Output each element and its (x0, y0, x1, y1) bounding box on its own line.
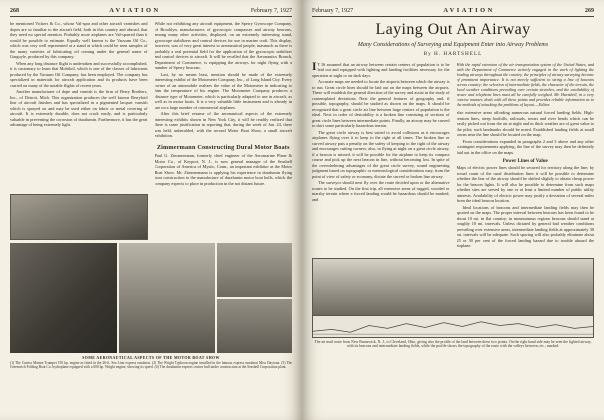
body-paragraph: Accurate maps are needed to locate the airports between which the airway is to run. Great circle lines should be laid out on the maps between the airports. These will establish the general direction of the survey and assist in the study of contemplated deviations. Next the general features of geography and, if possible, topography, should be studied as shown on the maps. It should be recognized that a great circle air line between large centers of population is the ideal. Next in order of desirability is a broken line consisting of sections of great circle lines between intermediate points. Finally, an airway may be curved to skirt some particularly hazardous terrain. (312, 79, 450, 128)
page-header-right (312, 7, 594, 17)
article-title: Laying Out An Airway (375, 21, 531, 38)
body-paragraph: be mentioned Vickers & Co., whose Val-spar and other aircraft varnishes and dopes are so familiar to the aircraft field, both in this country and abroad, that they need no special mention. Probably more airplanes are Val-sparred than it would be possible to estimate. Equally well known is the Vacuum Oil Co., which was very well represented at a stand at which could be seen samples of the many varieties of lubricating oil coming under the general name of Gargoyle, produced by this company. (10, 21, 148, 59)
photo-caption-body: (1) The Curtiss Marine Trumpet 150 hp. engine as fitted in the 26-ft. Sea Lion express runabout. (2) The Wright Typhoon engine installed in the famous express runabout Miss Daytona. (3) The Greenwich Folding Boat Co. hydroplane equipped with a 600 hp. Wright engine, showing its speed. (4) The duralumin express cruiser hull under construction at the Seashell Corporation plant. (10, 360, 292, 370)
left-column-2 (155, 21, 293, 240)
drop-cap: I (312, 61, 317, 73)
airway-route-photo (312, 258, 594, 316)
column-text (10, 21, 148, 192)
body-paragraph: From considerations expanded in paragraphs 2 and 3 above and any other contingent requirements applying, the line of the survey may then be definitely laid out in the office on the maps. (456, 138, 594, 155)
photo-stack (217, 243, 292, 353)
page-header-left (10, 7, 292, 17)
body-paragraph: Ideal locations of beacons and intermediate landing fields may then be spotted on the maps. The proper interval between beacons has been found to be about 10 mi. in flat country; in mountainous regions beacons should stand at roughly 10 mi. intervals. Unless dictated by general bad weather conditions prevailing over extensive areas, intermediate landing fields at approximately 30 mi. intervals will be adequate. Such spacing will also probably eliminate about 25 or 30 per cent of the forced landing hazard due to trouble aboard the airplane. (456, 204, 594, 249)
editor-note: With the rapid extension of the air transportation system of the United States, and with the Department of Commerce actively engaged in the work of lighting the leading airways throughout the country, the principles of airway surveying become of prominent importance. It is not merely sufficient to string a line of beacons across country; the selection of intermediate fields, the character of the terrain, the local weather conditions prevailing over certain stretches, and the availability of power and telephone lines must all be carefully weighed. Mr. Hartshell, in a very concise manner, deals with all these points and provides reliable information as to the methods of attacking the problems of layout.—Editor. (456, 61, 594, 108)
page-right (302, 0, 604, 420)
body-paragraph: Another manufacturer of dope and varnish is the firm of Berry Brothers, Inc., of Detroit, Mich. This organization produces the well known Berryloid line of aircraft finishes and has specialized in a pigmented lacquer varnish which is sprayed on and may be used either on fabric or metal covering of aircraft. It is extremely durable, does not crack easily, and is particularly valuable in preventing the corrosion of duralumin. Furthermore, it has the great advantage of being extremely light. (10, 89, 148, 127)
right-column-1 (312, 62, 450, 255)
body-paragraph: While not exhibiting any aircraft equipment, the Sperry Gyroscope Company, of Brooklyn, manufacturers of gyroscopic compasses and airway beacons, among many other activities, displayed, on an extremely interesting stand, gyroscope stabilizers and control devices for use in marine craft. This display, however, was of very great interest to aeronautical people, inasmuch as there is probably a real potential field for the application of the gyroscopic stabilizer and control devices to aircraft. It will be recalled that the Aeronautics Branch, Department of Commerce, is equipping the airways for night flying with a number of Sperry beacons. (154, 21, 292, 70)
motorboat-photo-2 (119, 243, 215, 353)
motorboat-photo-3 (217, 243, 292, 297)
journal-title: AVIATION (443, 7, 495, 14)
issue-date: February 7, 1927 (250, 8, 292, 14)
body-paragraph: Maps of electric power lines should be secured for territory along the line; by actual count of the rural distribution lines it will be possible to determine whether the line of the airway should be shifted slightly to obtain cheap power for the beacon lights. It will also be possible to determine from such maps whether sites are served by one or at least a limited number of public utility interests. Availability of electric power may justify a deviation of several miles from the ideal beacon location. (456, 165, 594, 204)
body-paragraph: After this brief resume of the aeronautical aspects of the extremely interesting exhibits shown in New York City, it will be readily realized that there is some justification in reporting that, during the week of Jan. 24, there was held, unheralded, with the second Motor Boat Show, a small aircraft exhibition. (154, 111, 292, 138)
page-number: 269 (584, 8, 594, 14)
issue-date: February 7, 1927 (312, 8, 354, 14)
airway-photo-caption: The air mail route from New Brunswick, N. J., to Cleveland, Ohio, giving also the profile of the land between these two points. On the right hand side may be seen the lighted airway, with its beacons and intermediate landing fields, while the profile shows the topography of the route with the valleys between, etc., marked. (314, 339, 592, 349)
body-paragraph: The great circle airway is best suited to avoid collisions as it encourages airplanes flying over it to keep to the right at all times. The broken line or curved airway puts a penalty on the safety of keeping to the right of the airway and encourages cutting corners; also, in flying at night on a great circle airway, if a beacon is missed, it will be possible for the airplane to keep its compass course and pick up the next beacon in line, without becoming lost. In spite of the overwhelming advantages of the great circle survey, sound engineering judgment based on topographic or meteorological considerations may, from the point of view of safety or economy, dictate the curved or broken line airway. (312, 129, 450, 179)
body-paragraph: also extensive areas affording numerous natural forced landing fields. High-tension lines, steep foothills, railroads, towns and river bends which can be easily picked out from the air at night and in thick weather are of great value to the pilot; such landmarks should be noted. Established landing fields at small towns near the line should be located on the map. (456, 110, 594, 138)
body-paragraph: Last, by no means least, mention should be made of the extremely interesting exhibit of the Motometer Company, Inc., of Long Island City. Every owner of an automobile realizes the value of the Motometer in indicating to him the temperature of his engine. The Motometer Company produces a distance type of Motometer, which is particularly adapted to use in aircraft, as well as in motor boats. It is a very valuable little instrument and is already in use on a large number of commercial airplanes. (154, 71, 292, 110)
motorboat-inline-photo (10, 194, 148, 240)
text-columns-right (312, 62, 594, 255)
left-column-1 (10, 21, 148, 240)
page-number: 268 (10, 8, 19, 14)
section-title: Zimmermann Constructing Dural Motor Boats (156, 143, 290, 151)
right-column-2 (457, 62, 595, 255)
article-byline: By H. HARTSHELL (423, 50, 483, 57)
photo-caption-title: SOME AERONAUTICAL ASPECTS OF THE MOTOR BOAT SHOW (82, 355, 220, 360)
lead-text: T IS assumed that an airway between certain centers of population is to be laid out and equipped with lighting and landing facilities necessary for the operation at night or on dark days. (312, 61, 450, 78)
text-columns-left (10, 21, 292, 240)
article-subtitle: Many Considerations of Surveying and Equipment Enter into Airway Problems (357, 42, 549, 48)
motorboat-photo-4 (217, 299, 292, 353)
journal-title: AVIATION (109, 7, 161, 14)
body-paragraph: When any long distance flight is undertaken and successfully accomplished, it is customary to learn that Mobiloil, which is one of the classes of lubricants produced by the Vacuum Oil Company, has been employed. The company has specialized in materials for aircraft application and its products have been carried on many of the notable flights of recent years. (10, 60, 148, 88)
body-paragraph: The surveyor should next fly over the route decided upon or the alternative routes to be studied. On the first trip, all extensive areas of rugged, wooded or marshy terrain where a forced landing would be hazardous should be marked, and (312, 180, 450, 202)
body-paragraph: Paul G. Zimmermann, formerly chief engineer of the Aeromarine Plane & Motor Co., of Keyport, N. J., is now general manager of the Seashell Corporation of America of Mystic, Conn., an important exhibitor at the Motor Boat Show. Mr. Zimmermann is applying his experience in duralumin flying boat construction to the manufacture of duralumin motor boat hulls, which the company expects to place in production in the not distant future. (154, 153, 292, 186)
lead-paragraph (312, 62, 450, 79)
terrain-profile-chart (312, 316, 594, 338)
motorboat-photo-1 (10, 243, 117, 353)
motorboat-photo-collage (10, 243, 292, 353)
section-subhead: Power Lines of Value (502, 158, 548, 164)
